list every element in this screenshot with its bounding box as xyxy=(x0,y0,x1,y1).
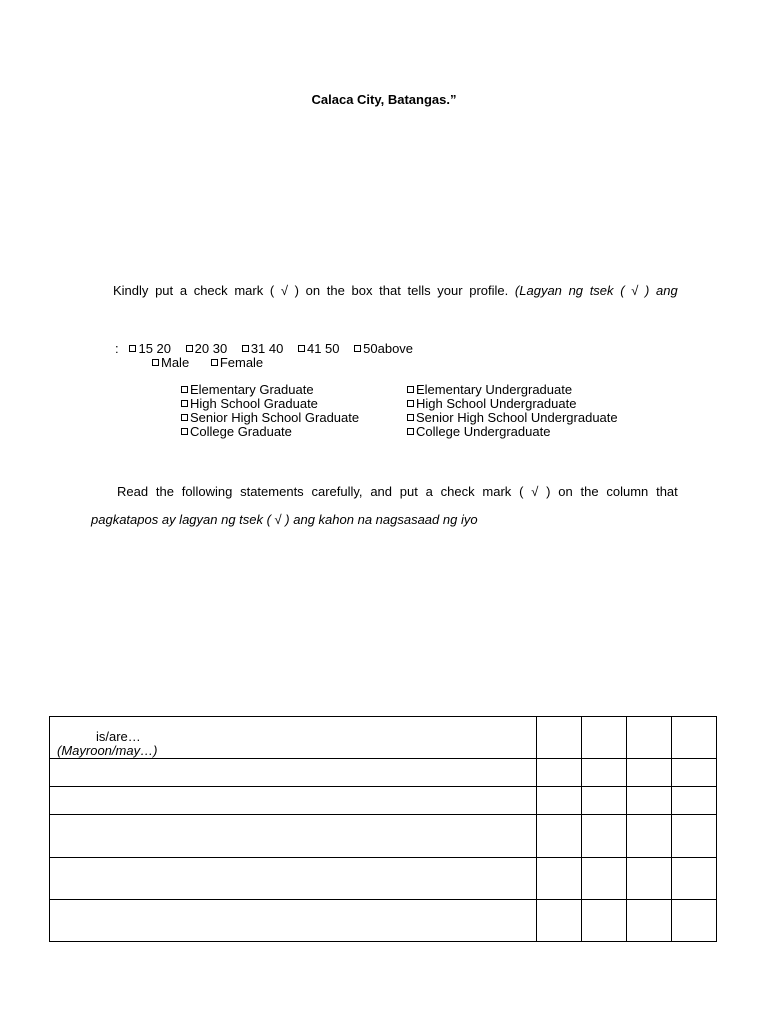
instruction-word: ) xyxy=(294,283,300,298)
checkbox[interactable] xyxy=(242,345,249,352)
instruction-word: your xyxy=(437,283,463,298)
instruction-word: put xyxy=(155,283,174,298)
instruction-word: ng xyxy=(568,283,584,298)
checkbox[interactable] xyxy=(298,345,305,352)
rating-cell[interactable] xyxy=(626,858,671,900)
rating-cell[interactable] xyxy=(671,815,716,858)
checkbox[interactable] xyxy=(211,359,218,366)
checkbox[interactable] xyxy=(186,345,193,352)
edu-option[interactable]: College Graduate xyxy=(181,425,359,439)
rating-cell[interactable] xyxy=(581,787,626,815)
rating-cell[interactable] xyxy=(671,900,716,942)
education-undergraduate-column xyxy=(407,383,618,439)
rating-header-cell xyxy=(581,717,626,759)
rating-cell[interactable] xyxy=(626,900,671,942)
instruction-word: put xyxy=(399,484,418,499)
edu-option[interactable]: College Undergraduate xyxy=(407,425,618,439)
instruction-word: the xyxy=(326,283,345,298)
instruction-word: Kindly xyxy=(113,283,149,298)
table-row xyxy=(50,858,717,900)
edu-option[interactable]: High School Graduate xyxy=(181,397,359,411)
edu-option[interactable]: Senior High School Undergraduate xyxy=(407,411,618,425)
instruction-word: ) xyxy=(546,484,551,499)
statement-cell xyxy=(50,759,537,787)
checkbox[interactable] xyxy=(129,345,136,352)
rating-cell[interactable] xyxy=(626,787,671,815)
sex-option-female[interactable]: Female xyxy=(211,355,263,370)
rating-table xyxy=(49,716,717,942)
instruction-word: √ xyxy=(280,283,289,298)
age-option-31-40[interactable]: 31 40 xyxy=(242,341,284,356)
statement-cell xyxy=(50,815,537,858)
instruction-word: and xyxy=(370,484,393,499)
edu-option[interactable]: Elementary Undergraduate xyxy=(407,383,618,397)
instruction-word: the xyxy=(580,484,599,499)
rating-cell[interactable] xyxy=(671,787,716,815)
table-row xyxy=(50,815,717,858)
checkbox[interactable] xyxy=(152,359,159,366)
instruction-word: ( xyxy=(269,283,275,298)
age-option-41-50[interactable]: 41 50 xyxy=(298,341,340,356)
instruction-word: a xyxy=(179,283,188,298)
edu-option[interactable]: High School Undergraduate xyxy=(407,397,618,411)
instruction-word: ( xyxy=(620,283,625,298)
instruction-word: on xyxy=(305,283,321,298)
header-line-2: (Mayroon/may…) xyxy=(57,743,158,758)
instruction-word: tsek xyxy=(589,283,614,298)
instruction-word: check xyxy=(193,283,228,298)
age-option-20-30[interactable]: 20 30 xyxy=(186,341,228,356)
table-row xyxy=(50,787,717,815)
instruction-word: √ xyxy=(531,484,539,499)
instruction-word: (Lagyan xyxy=(514,283,562,298)
age-prefix: : xyxy=(115,341,119,356)
rating-cell[interactable] xyxy=(536,858,581,900)
age-options xyxy=(115,341,424,356)
instruction-word: statements xyxy=(240,484,304,499)
rating-cell[interactable] xyxy=(581,900,626,942)
checkbox[interactable] xyxy=(181,428,188,435)
instruction-word: check xyxy=(440,484,475,499)
checkbox[interactable] xyxy=(181,386,188,393)
table-header-row xyxy=(50,717,717,759)
table-row xyxy=(50,759,717,787)
rating-cell[interactable] xyxy=(626,759,671,787)
instruction-word: box xyxy=(351,283,373,298)
statement-header-cell xyxy=(50,717,537,759)
sex-option-male[interactable]: Male xyxy=(152,355,189,370)
instruction-word: tells xyxy=(407,283,431,298)
instruction-word: the xyxy=(155,484,174,499)
checkbox[interactable] xyxy=(181,400,188,407)
education-graduate-column xyxy=(181,383,359,439)
header-line-1: is/are… xyxy=(96,729,141,744)
checkbox[interactable] xyxy=(354,345,361,352)
checkbox[interactable] xyxy=(407,414,414,421)
statement-cell xyxy=(50,787,537,815)
instruction-word: column xyxy=(606,484,649,499)
rating-cell[interactable] xyxy=(536,759,581,787)
rating-cell[interactable] xyxy=(581,858,626,900)
rating-cell[interactable] xyxy=(671,759,716,787)
instruction-word: that xyxy=(379,283,401,298)
rating-cell[interactable] xyxy=(536,815,581,858)
rating-cell[interactable] xyxy=(581,815,626,858)
instruction-word: ) xyxy=(644,283,650,298)
instruction-word: √ xyxy=(631,283,639,298)
statement-cell xyxy=(50,900,537,942)
age-option-50-above[interactable]: 50above xyxy=(354,341,413,356)
page-title: Calaca City, Batangas.” xyxy=(311,92,457,107)
statement-cell xyxy=(50,858,537,900)
sex-options xyxy=(152,355,281,370)
instruction-word: ( xyxy=(519,484,524,499)
instruction-word: carefully, xyxy=(311,484,363,499)
instruction-word: profile. xyxy=(469,283,509,298)
rating-cell[interactable] xyxy=(626,815,671,858)
rating-cell[interactable] xyxy=(536,787,581,815)
checkbox[interactable] xyxy=(407,386,414,393)
rating-cell[interactable] xyxy=(581,759,626,787)
edu-option[interactable]: Senior High School Graduate xyxy=(181,411,359,425)
rating-cell[interactable] xyxy=(536,900,581,942)
table-row xyxy=(50,900,717,942)
instruction-word: that xyxy=(656,484,678,499)
rating-header-cell xyxy=(626,717,671,759)
instruction-word: following xyxy=(181,484,233,499)
statements-instruction xyxy=(117,484,678,499)
checkbox[interactable] xyxy=(407,428,414,435)
instruction-word: on xyxy=(558,484,573,499)
statements-instruction-tagalog: pagkatapos ay lagyan ng tsek ( √ ) ang kahon na nagsasaad ng iyo xyxy=(91,512,478,527)
rating-header-cell xyxy=(671,717,716,759)
instruction-word: ang xyxy=(655,283,678,298)
profile-instruction xyxy=(113,283,678,298)
edu-option[interactable]: Elementary Graduate xyxy=(181,383,359,397)
age-option-15-20[interactable]: 15 20 xyxy=(129,341,171,356)
checkbox[interactable] xyxy=(181,414,188,421)
rating-cell[interactable] xyxy=(671,858,716,900)
instruction-word: mark xyxy=(234,283,264,298)
instruction-word: mark xyxy=(482,484,512,499)
checkbox[interactable] xyxy=(407,400,414,407)
instruction-word: a xyxy=(425,484,433,499)
rating-header-cell xyxy=(536,717,581,759)
instruction-word: Read xyxy=(117,484,149,499)
